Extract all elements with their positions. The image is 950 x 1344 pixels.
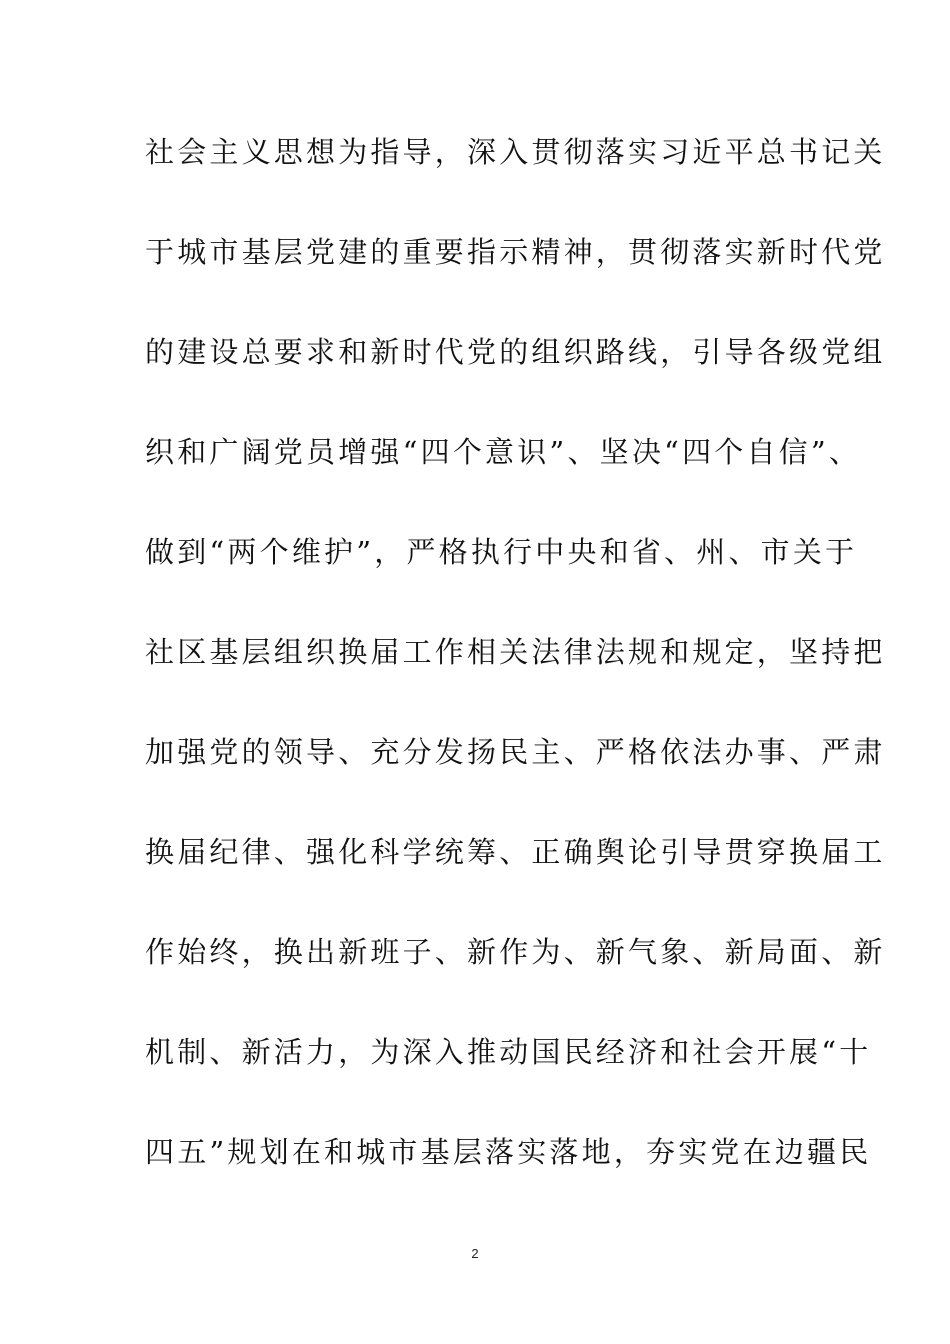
text-line: 换届纪律、强化科学统筹、正确舆论引导贯穿换届工 (145, 835, 886, 869)
text-line: 社会主义思想为指导，深入贯彻落实习近平总书记关 (145, 135, 886, 169)
page-number: 2 (471, 1246, 479, 1261)
text-line: 做到“两个维护”，严格执行中央和省、州、市关于 (145, 535, 858, 569)
text-line: 于城市基层党建的重要指示精神，贯彻落实新时代党 (145, 235, 886, 269)
text-line: 社区基层组织换届工作相关法律法规和规定，坚持把 (145, 635, 886, 669)
text-line: 的建设总要求和新时代党的组织路线，引导各级党组 (145, 335, 886, 369)
body-paragraph (145, 128, 886, 1228)
text-line: 作始终，换出新班子、新作为、新气象、新局面、新 (145, 935, 886, 969)
text-line: 四五”规划在和城市基层落实落地，夯实党在边疆民 (145, 1135, 872, 1169)
text-line: 加强党的领导、充分发扬民主、严格依法办事、严肃 (145, 735, 886, 769)
text-line: 织和广阔党员增强“四个意识”、坚决“四个自信”、 (145, 435, 862, 469)
text-line: 机制、新活力，为深入推动国民经济和社会开展“十 (145, 1035, 872, 1069)
